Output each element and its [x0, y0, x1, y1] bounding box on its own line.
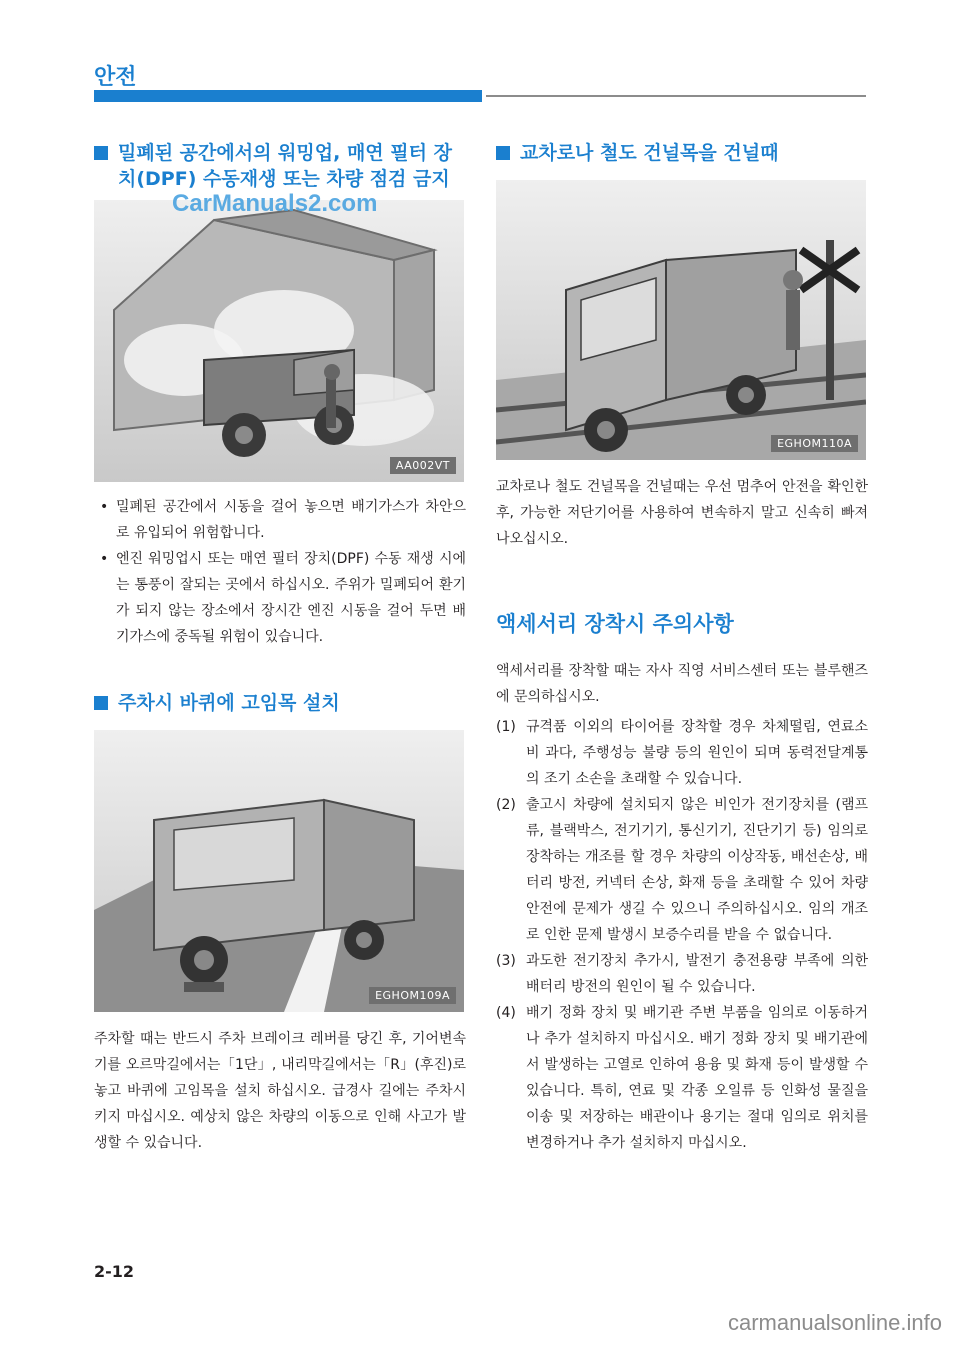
crossing-paragraph: 교차로나 철도 건널목을 건널때는 우선 멈추어 안전을 확인한 후, 가능한 저단기어를 사용하여 변속하지 말고 신속히 빠져 나오십시오. — [496, 479, 868, 547]
parked-truck-illustration — [94, 730, 464, 1012]
section-heading-text: 밀폐된 공간에서의 워밍업, 매연 필터 장치(DPF) 수동재생 또는 차량 점검 금지 — [118, 142, 452, 190]
list-item — [496, 1000, 868, 1156]
list-item-number: (1) — [496, 719, 516, 735]
railroad-crossing-illustration — [496, 180, 866, 460]
figure-railroad-crossing — [496, 180, 866, 460]
figure-code-label: EGHOM110A — [771, 435, 858, 452]
accessory-caution-list — [496, 714, 868, 1156]
header-rule-accent — [94, 90, 482, 102]
section-heading-text: 교차로나 철도 건널목을 건널때 — [520, 142, 779, 164]
right-column — [496, 140, 868, 1156]
figure-parked-truck — [94, 730, 464, 1012]
section-heading-warmup — [94, 140, 466, 192]
figure-code-label: AA002VT — [390, 457, 456, 474]
garage-exhaust-illustration — [94, 200, 464, 482]
warmup-bullets — [94, 494, 466, 650]
figure-code-label: EGHOM109A — [369, 987, 456, 1004]
figure-garage-exhaust — [94, 200, 464, 482]
list-item — [496, 792, 868, 948]
section-marker-icon — [94, 696, 108, 710]
accessory-section-title: 액세서리 장착시 주의사항 — [496, 612, 734, 636]
bullet-item: • 밀폐된 공간에서 시동을 걸어 놓으면 배기가스가 차안으로 유입되어 위험합니다. — [94, 494, 466, 546]
wheel-chock-paragraph: 주차할 때는 반드시 주차 브레이크 레버를 당긴 후, 기어변속기를 오르막길에서는「1단」, 내리막길에서는「R」(후진)로 놓고 바퀴에 고임목을 설치 하십시오. 급경사 길에는 주차시키지 마십시오. 예상치 않은 차량의 이동으로 인해 사고가 발생할 수 있습니다. — [94, 1031, 466, 1151]
list-item-number: (2) — [496, 797, 516, 813]
site-watermark: carmanualsonline.info — [727, 1310, 942, 1335]
header-rule — [486, 95, 866, 97]
left-column — [94, 140, 466, 1156]
list-item-text: 배기 정화 장치 및 배기관 주변 부품을 임의로 이동하거나 추가 설치하지 마십시오. 배기 정화 장치 및 배기관에서 발생하는 고열로 인하여 용융 및 화재 등이 발생할 수 있습니다. 특히, 연료 및 각종 오일류 등 인화성 물질을 이송 및 저장하는 배관이나 용기는 절대 임의로 위치를 변경하거나 추가 설치하지 마십시오. — [526, 1005, 868, 1151]
section-heading-text: 주차시 바퀴에 고임목 설치 — [118, 692, 340, 714]
section-marker-icon — [94, 146, 108, 160]
chapter-title: 안전 — [94, 65, 137, 90]
bullet-item: • 엔진 워밍업시 또는 매연 필터 장치(DPF) 수동 재생 시에는 통풍이 잘되는 곳에서 하십시오. 주위가 밀폐되어 환기가 되지 않는 장소에서 장시간 엔진 시동을 걸어 두면 배기가스에 중독될 위험이 있습니다. — [94, 546, 466, 650]
section-heading-crossing — [496, 140, 868, 166]
accessory-intro: 액세서리를 장착할 때는 자사 직영 서비스센터 또는 블루핸즈에 문의하십시오. — [496, 663, 868, 705]
page-number: 2-12 — [94, 1262, 135, 1281]
list-item — [496, 948, 868, 1000]
list-item-text: 출고시 차량에 설치되지 않은 비인가 전기장치를 (램프류, 블랙박스, 전기기기, 통신기기, 진단기기 등) 임의로 장착하는 개조를 할 경우 차량의 이상작동, 배선손상, 배터리 방전, 커넥터 손상, 화재 등을 초래할 수 있어 차량 안전에 문제가 생길 수 있으니 주의하십시오. 임의 개조로 인한 문제 발생시 보증수리를 받을 수 없습니다. — [526, 797, 868, 943]
section-heading-wheel-chock — [94, 690, 466, 716]
list-item-text: 과도한 전기장치 추가시, 발전기 충전용량 부족에 의한 배터리 방전의 원인이 될 수 있습니다. — [526, 953, 868, 995]
list-item-number: (4) — [496, 1005, 516, 1021]
list-item — [496, 714, 868, 792]
list-item-number: (3) — [496, 953, 516, 969]
list-item-text: 규격품 이외의 타이어를 장착할 경우 차체떨림, 연료소비 과다, 주행성능 불량 등의 원인이 되며 동력전달계통의 조기 소손을 초래할 수 있습니다. — [526, 719, 868, 787]
section-marker-icon — [496, 146, 510, 160]
watermark-logo: CarManuals2.com — [172, 190, 378, 217]
